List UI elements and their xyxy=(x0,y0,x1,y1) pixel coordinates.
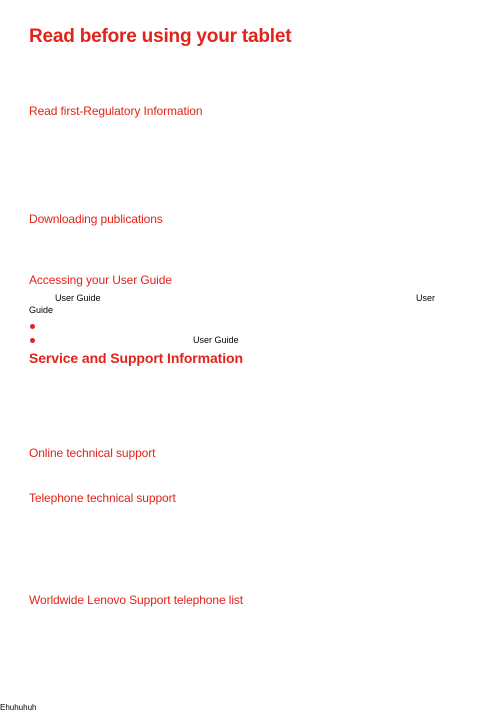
user-guide-term-3: User Guide xyxy=(193,335,239,345)
user-guide-term-2a: User xyxy=(416,293,436,303)
heading-downloading-publications: Downloading publications xyxy=(29,212,163,226)
heading-telephone-support: Telephone technical support xyxy=(29,491,176,505)
heading-regulatory-information: Read first-Regulatory Information xyxy=(29,104,203,118)
user-guide-term-2b: Guide xyxy=(29,305,54,315)
bullet-marker xyxy=(30,324,35,329)
heading-accessing-user-guide: Accessing your User Guide xyxy=(29,273,172,287)
bullet-marker xyxy=(30,338,35,343)
page-title: Read before using your tablet xyxy=(29,26,292,47)
user-guide-term-1: User Guide xyxy=(55,293,101,303)
heading-worldwide-telephone-list: Worldwide Lenovo Support telephone list xyxy=(29,593,244,607)
heading-service-support: Service and Support Information xyxy=(29,350,243,366)
heading-online-support: Online technical support xyxy=(29,446,156,460)
footer-text: Ehuhuhuh xyxy=(0,703,37,711)
